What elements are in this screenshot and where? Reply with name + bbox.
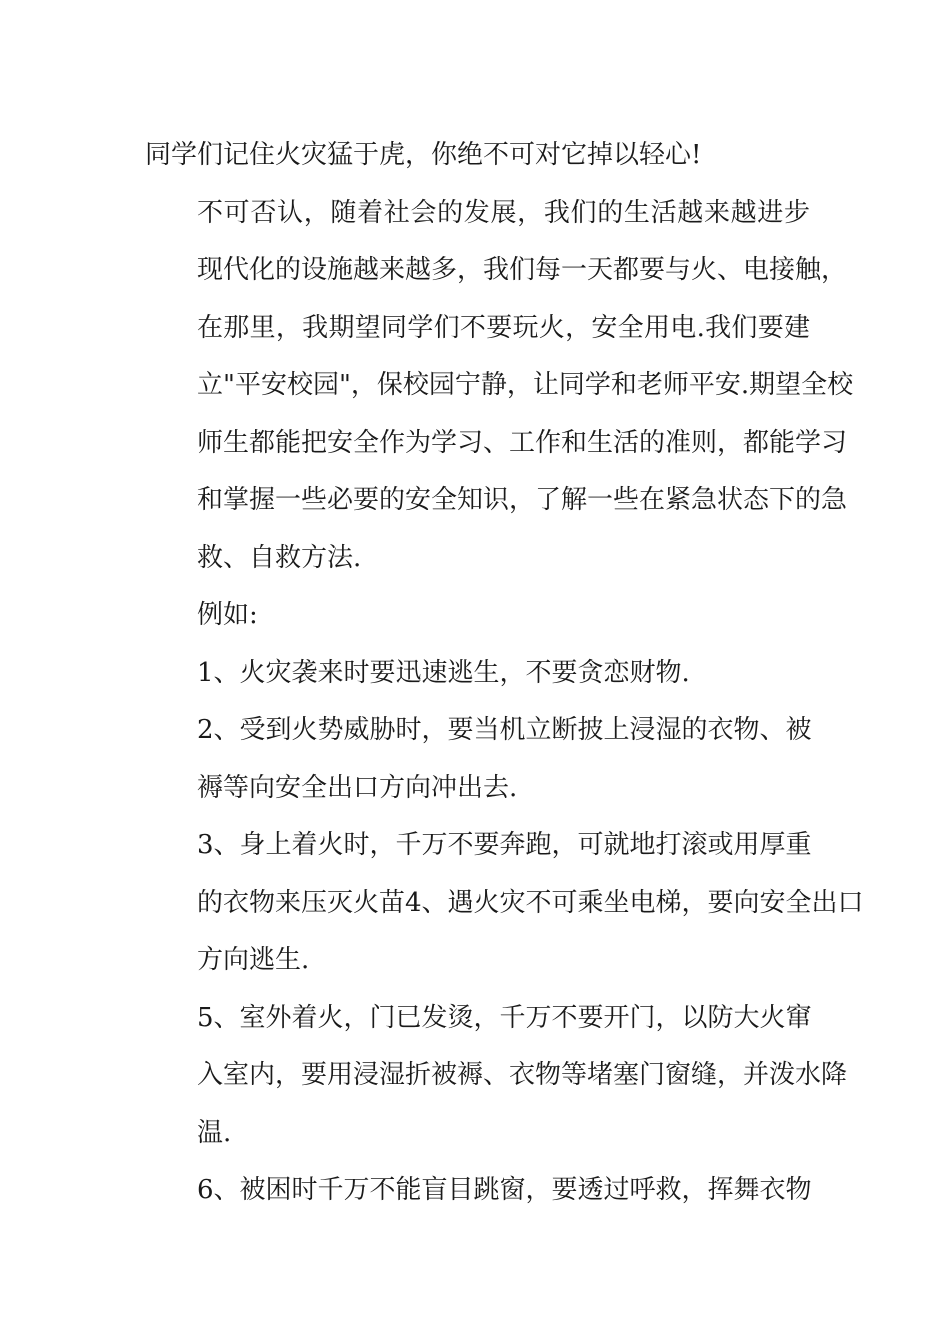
text-line: 3、身上着火时，千万不要奔跑，可就地打滚或用厚重 — [197, 830, 812, 860]
paragraph-warning — [145, 127, 810, 185]
paragraph-tip-6 — [145, 1162, 810, 1220]
paragraph-tip-3-4 — [145, 817, 864, 990]
text-line: 1、火灾袭来时要迅速逃生，不要贪恋财物. — [197, 657, 690, 688]
paragraph-tip-5 — [145, 990, 848, 1163]
text-line: 方向逃生. — [197, 945, 310, 975]
text-line: 不可否认，随着社会的发展，我们的生活越来越进步 — [197, 197, 810, 228]
paragraph-intro — [145, 185, 854, 588]
text-line: 5、室外着火，门已发烫，千万不要开门，以防大火窜 — [197, 1002, 812, 1033]
text-line: 6、被困时千万不能盲目跳窗，要透过呼救，挥舞衣物 — [197, 1175, 812, 1205]
text-line: 入室内，要用浸湿折被褥、衣物等堵塞门窗缝，并泼水降 — [197, 1060, 848, 1090]
paragraph-tip-2 — [145, 702, 810, 817]
document-body — [145, 127, 864, 1220]
text-line: 立"平安校园"，保校园宁静，让同学和老师平安.期望全校 — [197, 370, 854, 400]
text-line: 现代化的设施越来越多，我们每一天都要与火、电接触， — [197, 255, 848, 285]
paragraph-example-heading — [145, 587, 810, 645]
text-line: 2、受到火势威胁时，要当机立断披上浸湿的衣物、被 — [197, 715, 812, 745]
text-line: 温. — [197, 1117, 232, 1148]
text-line: 褥等向安全出口方向冲出去. — [197, 772, 518, 803]
text-line: 同学们记住火灾猛于虎，你绝不可对它掉以轻心! — [145, 140, 702, 170]
text-line: 的衣物来压灭火苗4、遇火灾不可乘坐电梯，要向安全出口 — [197, 887, 864, 918]
text-line: 例如: — [197, 600, 258, 630]
text-line: 师生都能把安全作为学习、工作和生活的准则，都能学习 — [197, 427, 848, 458]
text-line: 和掌握一些必要的安全知识，了解一些在紧急状态下的急 — [197, 485, 848, 515]
paragraph-tip-1 — [145, 645, 810, 703]
text-line: 在那里，我期望同学们不要玩火，安全用电.我们要建 — [197, 312, 810, 343]
text-line: 救、自救方法. — [197, 542, 362, 573]
